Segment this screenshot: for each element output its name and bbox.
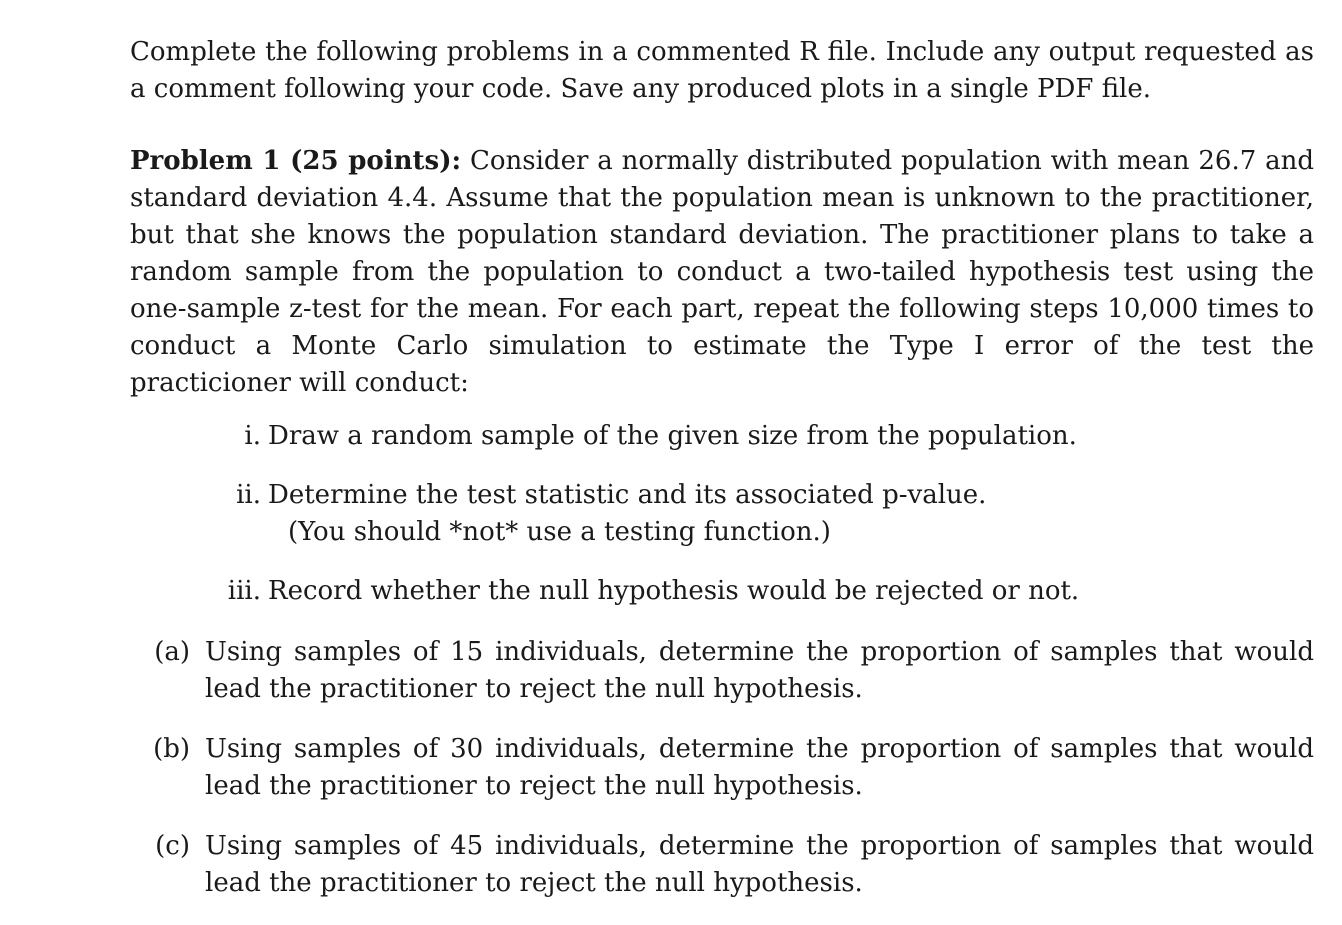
problem-1-paragraph [130,143,1314,402]
step-text: Record whether the null hypothesis would be rejected or not. [268,576,1080,606]
intro-paragraph: Complete the following problems in a commented R file. Include any output requested as a comment following your code. Save any produced plots in a single PDF file. [130,37,1314,104]
problem-parts-list [130,634,1314,902]
procedure-step [130,477,1314,551]
problem-1-body: Consider a normally distributed population with mean 26.7 and standard deviation 4.4. Assume that the population mean is unknown to the practitioner, but that she knows the population standard deviation. The practitioner plans to take a random sample from the population to conduct a two-tailed hypothesis test using the one-sample z-test for the mean. For each part, repeat the following steps 10,000 times to conduct a Monte Carlo simulation to estimate the Type I error of the test the practicioner will conduct: [130,146,1315,398]
problem-part-b [130,731,1314,805]
problem-part-a [130,634,1314,708]
step-note: (You should *not* use a testing function.) [288,517,831,547]
document-page [130,34,1314,925]
problem-1-heading: Problem 1 (25 points): [130,146,462,176]
problem-part-c [130,828,1314,902]
part-label: (c) [155,831,190,861]
step-number: ii. [236,480,261,510]
procedure-step [130,573,1314,610]
part-text: Using samples of 30 individuals, determine the proportion of samples that would lead the practitioner to reject the null hypothesis. [205,734,1314,801]
step-text: Draw a random sample of the given size from the population. [268,421,1077,451]
part-text: Using samples of 45 individuals, determine the proportion of samples that would lead the practitioner to reject the null hypothesis. [205,831,1314,898]
part-text: Using samples of 15 individuals, determine the proportion of samples that would lead the practitioner to reject the null hypothesis. [205,637,1314,704]
procedure-step [130,418,1314,455]
step-number: i. [244,421,261,451]
procedure-steps-list [130,418,1314,610]
part-label: (a) [154,637,190,667]
step-text: Determine the test statistic and its associated p-value. [268,480,987,510]
step-number: iii. [227,576,261,606]
part-label: (b) [153,734,190,764]
